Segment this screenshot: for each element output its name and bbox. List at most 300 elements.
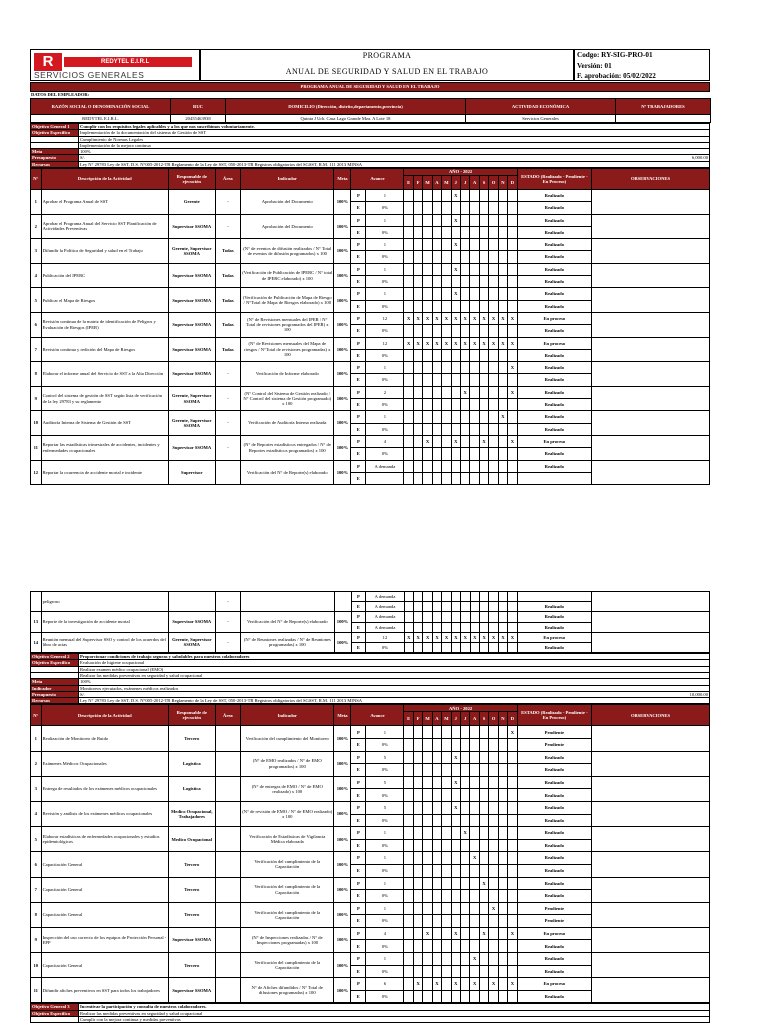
activity-number: 9 — [31, 386, 42, 411]
month-exec-cell — [489, 399, 498, 411]
activity-status-executed: Realizado — [517, 814, 591, 827]
month-plan-cell — [414, 612, 423, 622]
month-exec-cell — [479, 448, 488, 460]
activity-responsible: Supervisor SSOMA — [168, 927, 215, 952]
avance-e-label: E — [351, 965, 366, 978]
activity-number — [31, 592, 42, 612]
month-exec-cell — [404, 789, 413, 802]
activity-description: Auditoría Interna de Sistema de Gestión de SST — [41, 411, 168, 436]
avance-p-label: P — [351, 877, 366, 890]
activity-status-executed: Realizado — [517, 890, 591, 903]
month-exec-cell — [508, 764, 518, 777]
month-plan-cell — [461, 726, 470, 739]
document-version: Versión: 01 — [577, 61, 612, 70]
activity-description: Difundir afiches preventivos en SST para todos los trabajadores — [41, 978, 168, 1003]
month-exec-cell — [451, 399, 460, 411]
activity-status: Realizado — [517, 612, 591, 622]
month-exec-cell — [461, 202, 470, 214]
activity-status: Realizado — [517, 801, 591, 814]
month-plan-cell — [442, 263, 451, 275]
activity-meta: 100% — [334, 411, 351, 436]
month-plan-cell — [423, 877, 432, 890]
avance-e-label: E — [351, 915, 366, 928]
month-plan-cell — [479, 386, 488, 398]
month-plan-cell — [451, 852, 460, 865]
month-exec-cell — [498, 890, 507, 903]
activity-indicator: (N° de Inspecciones realizadas / N° de Inspecciones programadas) x 100 — [241, 927, 334, 952]
activities-table-1 — [30, 168, 710, 485]
month-exec-cell — [489, 642, 498, 652]
activity-observation — [591, 362, 709, 387]
month-exec-cell — [470, 472, 479, 484]
month-plan-cell — [442, 288, 451, 300]
month-exec-cell — [461, 789, 470, 802]
activity-meta — [334, 592, 351, 612]
avance-e-label: E — [351, 602, 366, 612]
objective-text: Cumplir con los requisitos legales aplicables y a los que nos suscribimos voluntariamente. — [79, 124, 710, 130]
month-plan-cell — [489, 214, 498, 226]
avance-p-label: P — [351, 337, 366, 349]
header-year: AÑO - 2022 — [404, 168, 517, 175]
activity-number: 2 — [31, 751, 42, 776]
activity-description: Capacitación General — [41, 902, 168, 927]
month-plan-cell — [432, 612, 441, 622]
header-observaciones: OBSERVACIONES — [591, 168, 709, 189]
month-exec-cell — [413, 990, 422, 1003]
activity-status: Realizado — [517, 386, 591, 398]
month-plan-cell — [498, 927, 507, 940]
month-plan-cell — [498, 214, 507, 226]
objective-text: Implementación de la mejora continua — [79, 142, 710, 148]
activity-observation — [591, 460, 709, 485]
avance-p-label: P — [351, 263, 366, 275]
month-plan-cell — [404, 386, 413, 398]
avance-e-label: E — [351, 349, 366, 361]
activity-responsible: Tercero — [168, 877, 215, 902]
avance-e-value: 0% — [366, 300, 404, 312]
month-plan-cell: X — [489, 337, 498, 349]
month-exec-cell — [479, 864, 488, 877]
month-exec-cell — [508, 915, 518, 928]
activity-indicator: Aprobación del Documento — [241, 214, 334, 239]
month-exec-cell — [489, 448, 498, 460]
month-exec-cell — [498, 226, 507, 238]
activity-description: Capacitación General — [41, 852, 168, 877]
activity-meta: 100% — [334, 776, 351, 801]
activity-indicator: Verificación del cumplimiento del Monitoreo — [241, 726, 334, 751]
activity-responsible: Tercero — [168, 852, 215, 877]
month-exec-cell — [461, 839, 470, 852]
month-plan-cell — [404, 852, 413, 865]
activity-status-executed: Realizado — [517, 622, 591, 632]
month-plan-cell: X — [451, 801, 460, 814]
activity-status-executed: Realizado — [517, 423, 591, 435]
month-plan-cell — [489, 288, 498, 300]
month-plan-cell: X — [423, 312, 432, 324]
month-plan-cell — [432, 801, 441, 814]
month-exec-cell — [461, 325, 470, 337]
month-plan-cell: X — [508, 726, 518, 739]
month-plan-cell — [498, 902, 507, 915]
activity-indicator: (Verificación de Publicación de IPERC / N° total de IPERC elaborado) x 100 — [241, 263, 334, 288]
month-exec-cell — [498, 276, 507, 288]
month-exec-cell — [508, 276, 518, 288]
month-plan-cell — [461, 435, 470, 447]
employer-header: DOMICILIO (Dirección, distrito,departamento,provincia) — [226, 99, 466, 115]
month-exec-cell — [451, 325, 460, 337]
activity-responsible: Medico Ocupacional — [168, 827, 215, 852]
month-exec-cell — [461, 374, 470, 386]
month-plan-cell — [470, 751, 479, 764]
avance-e-value: 0% — [366, 890, 404, 903]
objective-label: Objetivo Específico — [31, 1010, 79, 1016]
month-plan-cell: X — [470, 852, 479, 865]
avance-p-label: P — [351, 435, 366, 447]
month-plan-cell: X — [451, 978, 460, 991]
month-plan-cell — [498, 877, 507, 890]
month-exec-cell — [489, 965, 498, 978]
month-plan-cell — [498, 189, 507, 201]
month-plan-cell — [442, 411, 451, 423]
activity-status: En proceso — [517, 927, 591, 940]
month-exec-cell — [432, 472, 441, 484]
month-plan-cell — [508, 411, 518, 423]
activity-area — [215, 827, 240, 852]
month-plan-cell — [470, 386, 479, 398]
month-plan-cell: X — [479, 877, 488, 890]
month-exec-cell — [461, 300, 470, 312]
avance-p-value: 6 — [366, 978, 404, 991]
activity-status: Realizado — [517, 827, 591, 840]
month-exec-cell — [432, 940, 441, 953]
month-plan-cell: X — [442, 337, 451, 349]
month-plan-cell — [413, 801, 422, 814]
header-month: J — [451, 712, 460, 726]
month-plan-cell — [508, 288, 518, 300]
activity-status: En proceso — [517, 337, 591, 349]
month-plan-cell — [461, 776, 470, 789]
month-exec-cell — [432, 814, 441, 827]
month-plan-cell: X — [451, 263, 460, 275]
activity-indicator: Verificación de Estadísticas de Vigilancia Médica elaborada — [241, 827, 334, 852]
month-exec-cell — [423, 622, 432, 632]
month-exec-cell — [442, 374, 451, 386]
header-month: M — [423, 175, 432, 189]
month-plan-cell: X — [413, 978, 422, 991]
month-plan-cell — [479, 726, 488, 739]
month-plan-cell — [413, 827, 422, 840]
month-plan-cell: X — [451, 632, 460, 642]
month-plan-cell — [423, 902, 432, 915]
month-plan-cell — [432, 189, 441, 201]
month-plan-cell — [413, 751, 422, 764]
month-exec-cell — [508, 789, 518, 802]
month-exec-cell — [413, 764, 422, 777]
month-exec-cell — [413, 940, 422, 953]
month-exec-cell — [423, 915, 432, 928]
month-plan-cell — [423, 751, 432, 764]
avance-p-label: P — [351, 612, 366, 622]
month-plan-cell — [470, 288, 479, 300]
month-plan-cell — [413, 214, 422, 226]
month-exec-cell — [461, 472, 470, 484]
header-month: O — [489, 175, 498, 189]
avance-p-value: 1 — [366, 827, 404, 840]
logo-brand: REDYTEL E.I.R.L — [101, 59, 150, 65]
header-month: S — [479, 175, 488, 189]
month-plan-cell — [489, 877, 498, 890]
month-plan-cell: X — [423, 632, 432, 642]
activity-status-executed: Realizado — [517, 940, 591, 953]
month-plan-cell — [404, 411, 413, 423]
month-plan-cell — [432, 411, 441, 423]
month-exec-cell — [413, 276, 422, 288]
objective-text: Cumplimiento de Normas Legales — [79, 136, 710, 142]
month-exec-cell — [423, 940, 432, 953]
month-plan-cell: X — [432, 978, 441, 991]
employer-header: RUC — [171, 99, 226, 115]
activity-responsible: Tercero — [168, 902, 215, 927]
month-exec-cell — [470, 789, 479, 802]
month-plan-cell — [413, 189, 422, 201]
month-plan-cell: X — [451, 927, 460, 940]
activity-status-executed: Realizado — [517, 839, 591, 852]
month-exec-cell — [479, 764, 488, 777]
month-plan-cell — [404, 801, 413, 814]
activity-row — [31, 612, 710, 622]
month-exec-cell — [479, 839, 488, 852]
month-plan-cell — [442, 927, 451, 940]
activity-row — [31, 776, 710, 789]
month-plan-cell — [442, 852, 451, 865]
activity-area — [215, 927, 240, 952]
month-exec-cell — [498, 202, 507, 214]
objective-amount: 6,000.00 — [691, 155, 708, 161]
month-exec-cell — [432, 890, 441, 903]
activity-observation — [591, 411, 709, 436]
month-exec-cell — [461, 814, 470, 827]
month-exec-cell — [498, 990, 507, 1003]
month-exec-cell — [404, 226, 413, 238]
company-logo — [30, 49, 200, 81]
month-exec-cell — [404, 622, 413, 632]
activity-description: Capacitación General — [41, 953, 168, 978]
month-plan-cell: X — [498, 632, 507, 642]
activity-row — [31, 927, 710, 940]
month-plan-cell — [479, 776, 488, 789]
month-exec-cell — [498, 300, 507, 312]
month-exec-cell — [479, 472, 488, 484]
month-exec-cell — [498, 448, 507, 460]
month-plan-cell — [470, 927, 479, 940]
activity-observation — [591, 902, 709, 927]
month-plan-cell — [442, 827, 451, 840]
activity-indicator — [241, 592, 334, 612]
month-plan-cell — [470, 592, 479, 602]
activity-observation — [591, 776, 709, 801]
activity-indicator: N° de Afiches difundidos / N° Total de difusiones programadas) x 100 — [241, 978, 334, 1003]
month-plan-cell — [432, 776, 441, 789]
activity-indicator: Aprobación del Documento — [241, 189, 334, 214]
month-exec-cell — [479, 300, 488, 312]
activity-area: Todas — [215, 288, 240, 313]
month-plan-cell: X — [432, 337, 441, 349]
month-plan-cell — [498, 263, 507, 275]
month-plan-cell: X — [451, 751, 460, 764]
month-plan-cell: X — [461, 632, 470, 642]
month-exec-cell — [461, 602, 470, 612]
month-exec-cell — [508, 622, 517, 632]
month-exec-cell — [404, 864, 413, 877]
month-exec-cell — [461, 622, 470, 632]
activity-observation — [591, 386, 709, 411]
month-plan-cell — [470, 801, 479, 814]
month-exec-cell — [479, 423, 488, 435]
month-plan-cell — [461, 288, 470, 300]
activity-status-executed: Pendiente — [517, 738, 591, 751]
header-month: J — [461, 175, 470, 189]
activity-number: 9 — [31, 927, 42, 952]
month-exec-cell — [413, 202, 422, 214]
avance-p-value: 5 — [366, 776, 404, 789]
month-plan-cell — [461, 460, 470, 472]
header-indicator: Indicador — [241, 705, 334, 726]
month-exec-cell — [451, 990, 460, 1003]
avance-e-label: E — [351, 990, 366, 1003]
month-exec-cell — [489, 374, 498, 386]
month-exec-cell — [489, 940, 498, 953]
month-plan-cell — [451, 386, 460, 398]
month-exec-cell — [489, 251, 498, 263]
month-plan-cell — [442, 386, 451, 398]
avance-p-value: 4 — [366, 927, 404, 940]
month-plan-cell — [442, 978, 451, 991]
month-plan-cell — [470, 362, 479, 374]
activity-indicator: Verificación del N° de Reporte(s) elaborado — [241, 460, 334, 485]
objective-currency: S/. — [80, 691, 85, 697]
month-exec-cell — [451, 738, 460, 751]
avance-e-value: 0% — [366, 940, 404, 953]
month-plan-cell — [404, 927, 413, 940]
month-plan-cell: X — [508, 337, 518, 349]
month-exec-cell — [508, 738, 518, 751]
activity-row — [31, 877, 710, 890]
month-exec-cell — [451, 940, 460, 953]
month-exec-cell — [404, 965, 413, 978]
month-plan-cell — [479, 612, 488, 622]
month-exec-cell — [470, 276, 479, 288]
month-exec-cell — [432, 399, 441, 411]
month-exec-cell — [413, 864, 422, 877]
activity-row — [31, 411, 710, 423]
month-exec-cell — [470, 448, 479, 460]
month-exec-cell — [423, 276, 432, 288]
activities-table-1-continued — [30, 591, 710, 653]
month-plan-cell: X — [479, 632, 488, 642]
activity-area: - — [215, 189, 240, 214]
month-plan-cell — [498, 978, 507, 991]
avance-p-label: P — [351, 827, 366, 840]
employer-value: 20455463938 — [171, 115, 226, 123]
logo-subtitle: SERVICIOS GENERALES — [34, 70, 145, 80]
activity-indicator: Verificación del cumplimiento de la Capacitación — [241, 902, 334, 927]
month-exec-cell — [442, 602, 451, 612]
avance-p-value: 1 — [366, 288, 404, 300]
month-plan-cell — [404, 460, 413, 472]
activity-description: Revisión y análisis de los exámenes médicos ocupacionales — [41, 801, 168, 826]
activity-indicator: (N° de EMO realizados / N° de EMO programados) x 100 — [241, 751, 334, 776]
activity-description: Control del sistema de gestión de SST según lista de verificación de la ley 29783 y su reglamento — [41, 386, 168, 411]
month-exec-cell — [451, 764, 460, 777]
month-exec-cell — [489, 300, 498, 312]
header-month: N — [498, 175, 507, 189]
month-plan-cell — [498, 386, 507, 398]
month-plan-cell — [414, 592, 423, 602]
month-exec-cell — [508, 839, 518, 852]
month-plan-cell — [423, 411, 432, 423]
month-plan-cell — [489, 927, 498, 940]
activity-status-executed: Realizado — [517, 399, 591, 411]
month-exec-cell — [479, 890, 488, 903]
avance-e-value: 0% — [366, 325, 404, 337]
month-plan-cell: X — [479, 337, 488, 349]
month-exec-cell — [508, 325, 518, 337]
header-month: D — [508, 712, 518, 726]
header-month: M — [442, 712, 451, 726]
activity-observation — [591, 189, 709, 214]
month-plan-cell — [508, 214, 518, 226]
month-exec-cell — [470, 349, 479, 361]
header-area: Área — [215, 705, 240, 726]
month-plan-cell — [498, 239, 507, 251]
month-exec-cell — [461, 965, 470, 978]
avance-e-value: 0% — [366, 839, 404, 852]
month-exec-cell — [470, 399, 479, 411]
month-exec-cell — [489, 202, 498, 214]
activity-area — [215, 801, 240, 826]
activity-observation — [591, 751, 709, 776]
month-exec-cell — [413, 890, 422, 903]
activity-area: - — [215, 362, 240, 387]
activity-area — [215, 751, 240, 776]
header-month: M — [423, 712, 432, 726]
month-exec-cell — [498, 642, 507, 652]
month-exec-cell — [508, 399, 518, 411]
month-exec-cell — [432, 738, 441, 751]
month-plan-cell: X — [451, 239, 460, 251]
avance-p-label: P — [351, 411, 366, 423]
activity-area — [215, 852, 240, 877]
month-plan-cell — [489, 801, 498, 814]
objective-text: Proporcionar condiciones de trabajo seguras y saludables para nuestros colaboradores — [79, 654, 710, 660]
month-exec-cell — [498, 325, 507, 337]
avance-p-value: 5 — [366, 751, 404, 764]
activity-indicator: (N° de eventos de difusión realizados / N° Total de eventos de difusión programados) x 100 — [241, 239, 334, 264]
month-plan-cell — [489, 239, 498, 251]
month-exec-cell — [423, 472, 432, 484]
month-exec-cell — [423, 789, 432, 802]
activity-number: 7 — [31, 337, 42, 362]
month-exec-cell — [423, 890, 432, 903]
activity-status-executed: Realizado — [517, 448, 591, 460]
month-exec-cell — [413, 399, 422, 411]
activity-observation — [591, 726, 709, 751]
month-plan-cell — [461, 953, 470, 966]
activity-status-executed: Realizado — [517, 642, 591, 652]
activity-number: 3 — [31, 239, 42, 264]
activity-status: Realizado — [517, 411, 591, 423]
month-exec-cell — [413, 738, 422, 751]
